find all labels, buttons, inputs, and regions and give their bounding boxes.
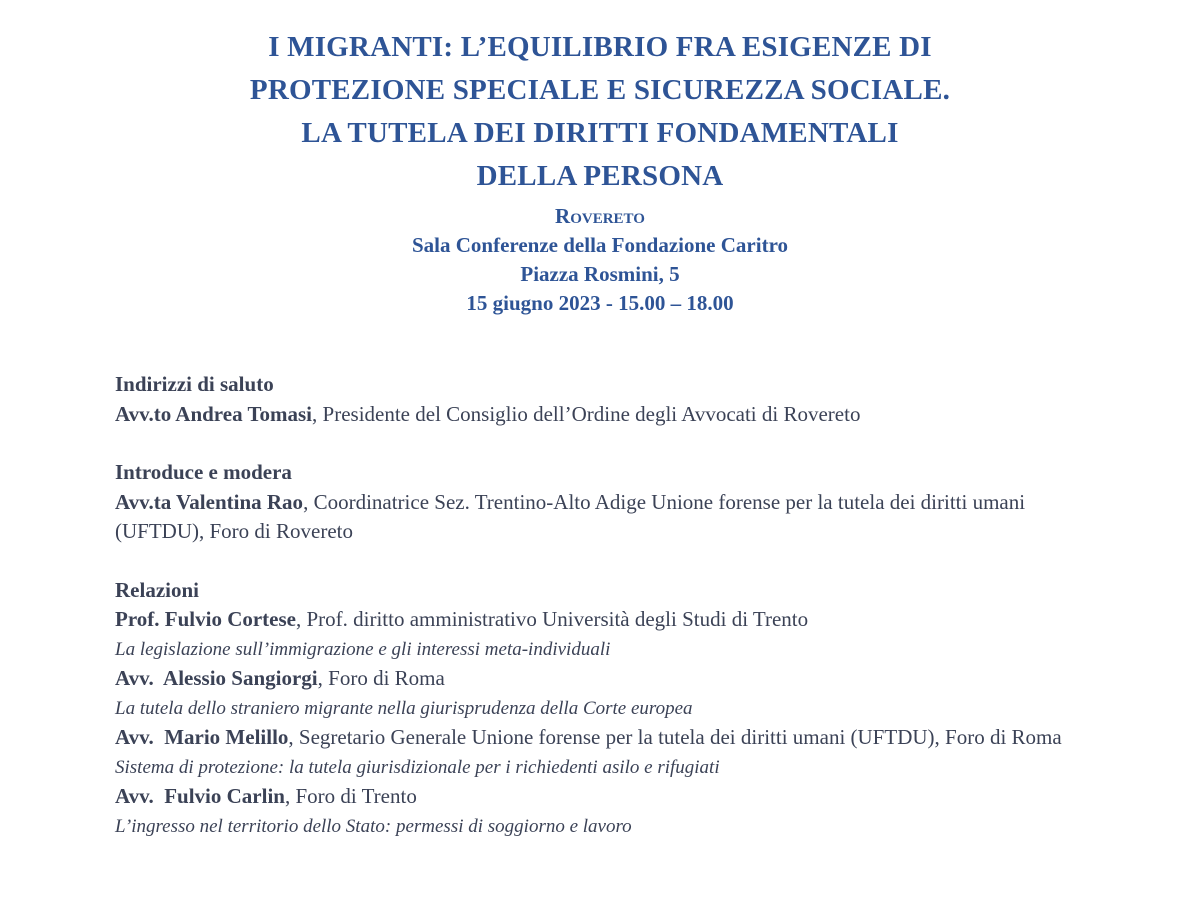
talk-topic: La legislazione sull’immigrazione e gli interessi meta-individuali	[115, 638, 611, 660]
speaker-role: , Coordinatrice Sez. Trentino-Alto Adige Unione forense per la tutela dei diritti umani (UFTDU), Foro di Rovereto	[115, 489, 1026, 543]
speaker-name: Prof. Fulvio Cortese	[115, 607, 296, 631]
event-datetime: 15 giugno 2023 - 15.00 – 18.00	[466, 291, 734, 315]
speaker-role: , Prof. diritto amministrativo Università degli Studi di Trento	[295, 607, 809, 631]
speaker-name: Avv.to Andrea Tomasi	[115, 401, 313, 426]
speaker-name: Avv. Fulvio Carlin	[115, 784, 285, 808]
speaker-role: , Presidente del Consiglio dell’Ordine degli Avvocati di Rovereto	[312, 401, 861, 426]
section-heading: Indirizzi di saluto	[115, 372, 274, 396]
speaker-entry	[115, 664, 1075, 694]
event-address: Piazza Rosmini, 5	[520, 262, 680, 286]
speaker-entry	[115, 605, 1075, 635]
event-city: Rovereto	[555, 204, 645, 228]
speaker-name: Avv.ta Valentina Rao	[115, 489, 304, 514]
speaker-entry	[115, 723, 1075, 753]
section-talks	[115, 576, 1075, 842]
speaker-entry	[115, 782, 1075, 812]
speaker-name: Avv. Alessio Sangiorgi	[115, 666, 318, 690]
title-line-3: LA TUTELA DEI DIRITTI FONDAMENTALI	[301, 117, 899, 149]
speaker-name: Avv. Mario Melillo	[115, 725, 289, 749]
speaker-role: , Segretario Generale Unione forense per la tutela dei diritti umani (UFTDU), Foro di Roma	[288, 725, 1062, 749]
speaker-entry	[115, 488, 1075, 547]
talk-topic: La tutela dello straniero migrante nella giurisprudenza della Corte europea	[115, 697, 693, 719]
program-body	[115, 370, 1075, 870]
title-line-2: PROTEZIONE SPECIALE E SICUREZZA SOCIALE.	[249, 74, 951, 106]
document-header	[0, 26, 1200, 318]
title-line-4: DELLA PERSONA	[476, 160, 724, 192]
talk-topic: L’ingresso nel territorio dello Stato: permessi di soggiorno e lavoro	[115, 815, 632, 837]
speaker-role: , Foro di Roma	[317, 666, 445, 690]
venue-block	[0, 202, 1200, 318]
section-heading: Introduce e modera	[115, 460, 292, 484]
section-moderation	[115, 458, 1075, 547]
section-greetings	[115, 370, 1075, 429]
talk-topic: Sistema di protezione: la tutela giurisdizionale per i richiedenti asilo e rifugiati	[115, 756, 720, 778]
title-line-1: I MIGRANTI: L’EQUILIBRIO FRA ESIGENZE DI	[268, 31, 932, 63]
speaker-role: , Foro di Trento	[284, 784, 417, 808]
speaker-entry	[115, 400, 1075, 430]
section-heading: Relazioni	[115, 577, 199, 602]
event-venue: Sala Conferenze della Fondazione Caritro	[411, 233, 789, 257]
